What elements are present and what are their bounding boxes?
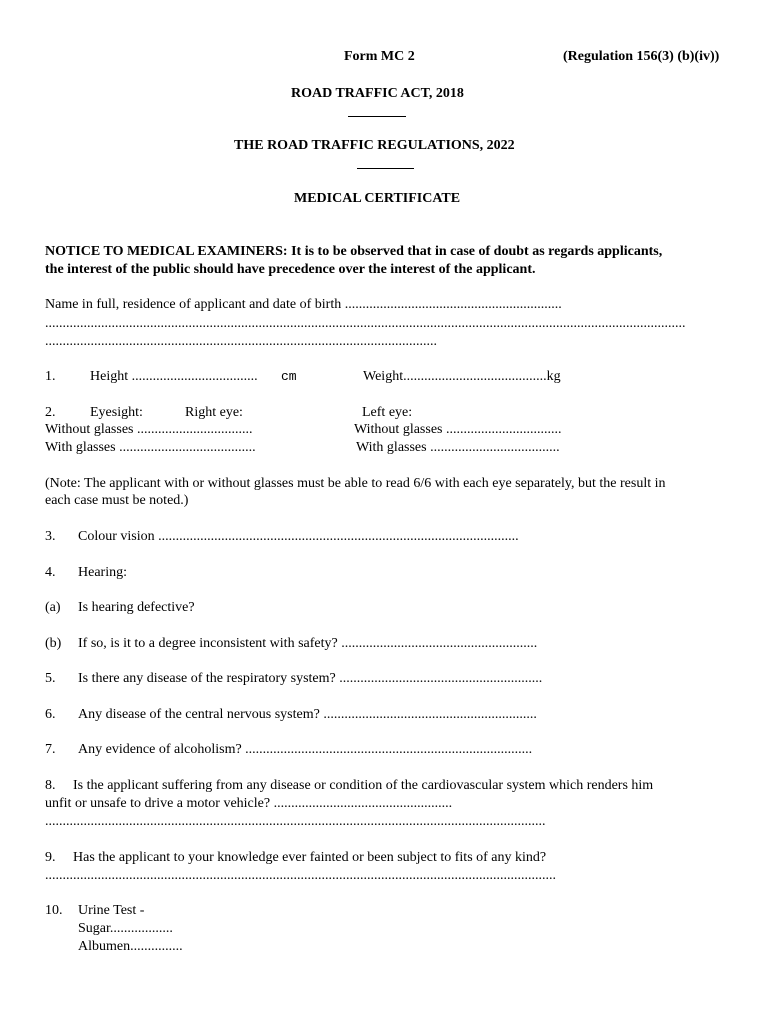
cardiovascular-dotted-line[interactable]: ............................................................................................................................................... xyxy=(45,814,546,829)
item-number: (b) xyxy=(45,636,62,651)
name-field-dotted-line[interactable]: ................................................................................................................ xyxy=(45,334,437,349)
item-number: 1. xyxy=(45,369,56,384)
item-number: 5. xyxy=(45,671,56,686)
sugar-field[interactable]: Sugar.................. xyxy=(78,921,173,936)
height-unit: cm xyxy=(281,369,297,384)
cardiovascular-field[interactable]: unfit or unsafe to drive a motor vehicle? ................................................... xyxy=(45,796,453,811)
right-without-glasses-field[interactable]: Without glasses ................................. xyxy=(45,422,253,437)
left-without-glasses-field[interactable]: Without glasses ................................. xyxy=(354,422,562,437)
item-number: 6. xyxy=(45,707,56,722)
respiratory-disease-field[interactable]: Is there any disease of the respiratory system? .......................................................... xyxy=(78,671,543,686)
regulations-title: THE ROAD TRAFFIC REGULATIONS, 2022 xyxy=(234,138,515,153)
left-eye-label: Left eye: xyxy=(362,405,413,420)
item-number: 4. xyxy=(45,565,56,580)
urine-test-label: Urine Test - xyxy=(78,903,145,918)
fainting-dotted-line[interactable]: .................................................................................................................................................. xyxy=(45,868,556,883)
fainting-question: 9. Has the applicant to your knowledge ever fainted or been subject to fits of any kind? xyxy=(45,850,547,865)
item-number: 7. xyxy=(45,742,56,757)
note-line: (Note: The applicant with or without glasses must be able to read 6/6 with each eye separately, but the result in xyxy=(45,476,666,491)
right-with-glasses-field[interactable]: With glasses ....................................... xyxy=(45,440,256,455)
nervous-system-field[interactable]: Any disease of the central nervous system? ............................................................. xyxy=(78,707,537,722)
item-number: (a) xyxy=(45,600,61,615)
notice-line: the interest of the public should have precedence over the interest of the applicant. xyxy=(45,262,536,277)
right-eye-label: Right eye: xyxy=(185,405,243,420)
name-residence-dob-field[interactable]: Name in full, residence of applicant and date of birth .............................................................. xyxy=(45,297,562,312)
item-number: 3. xyxy=(45,529,56,544)
cardiovascular-question: 8. Is the applicant suffering from any disease or condition of the cardiovascular system which renders him xyxy=(45,778,654,793)
title-underline xyxy=(357,168,414,169)
regulation-reference: (Regulation 156(3) (b)(iv)) xyxy=(563,49,720,64)
left-with-glasses-field[interactable]: With glasses ..................................... xyxy=(356,440,560,455)
certificate-title: MEDICAL CERTIFICATE xyxy=(294,191,461,206)
title-underline xyxy=(348,116,406,117)
weight-field[interactable]: Weight.........................................kg xyxy=(363,369,561,384)
hearing-label: Hearing: xyxy=(78,565,127,580)
hearing-safety-field[interactable]: If so, is it to a degree inconsistent with safety? ........................................................ xyxy=(78,636,538,651)
form-label: Form MC 2 xyxy=(344,49,415,64)
item-number: 2. xyxy=(45,405,56,420)
notice-line: NOTICE TO MEDICAL EXAMINERS: It is to be observed that in case of doubt as regards applicants, xyxy=(45,244,663,259)
act-title: ROAD TRAFFIC ACT, 2018 xyxy=(291,86,464,101)
alcoholism-field[interactable]: Any evidence of alcoholism? .................................................................................. xyxy=(78,742,533,757)
colour-vision-field[interactable]: Colour vision ....................................................................................................... xyxy=(78,529,519,544)
item-number: 10. xyxy=(45,903,63,918)
height-field[interactable]: Height .................................... xyxy=(90,369,258,384)
hearing-defective-question: Is hearing defective? xyxy=(78,600,195,615)
eyesight-label: Eyesight: xyxy=(90,405,143,420)
note-line: each case must be noted.) xyxy=(45,493,189,508)
name-field-dotted-line[interactable]: ....................................................................................................................................................................................... xyxy=(45,316,686,331)
albumen-field[interactable]: Albumen............... xyxy=(78,939,183,954)
